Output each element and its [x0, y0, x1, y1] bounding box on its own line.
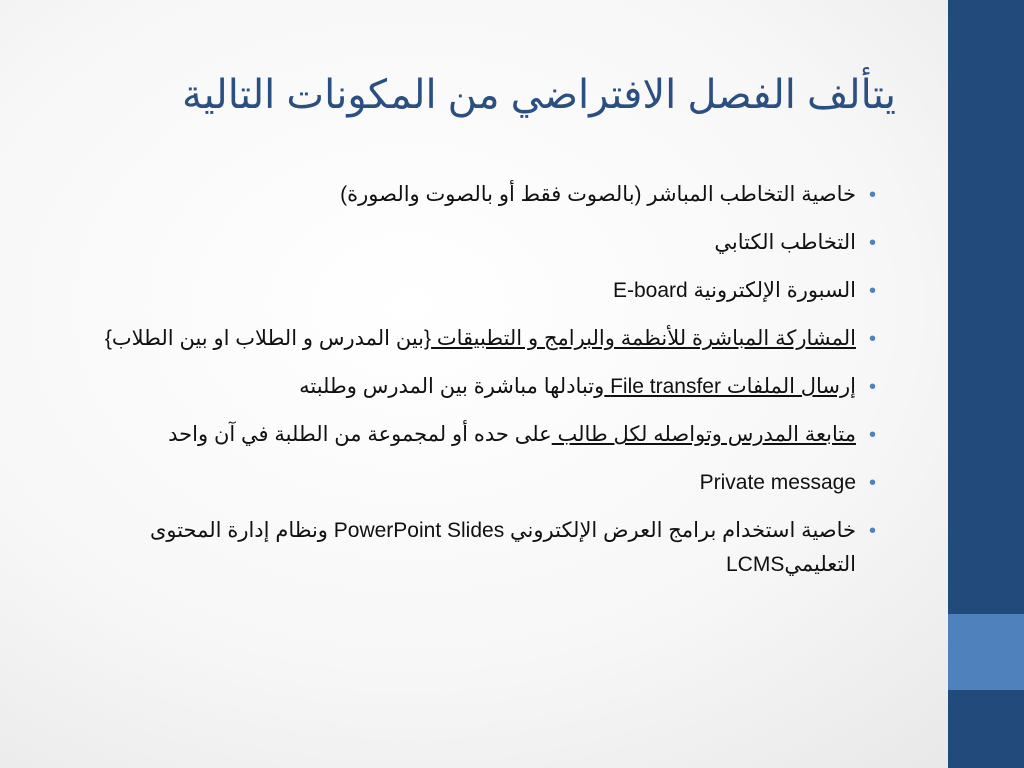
bullet-3-text-ar: السبورة الإلكترونية — [693, 279, 856, 302]
bullet-1-text: خاصية التخاطب المباشر (بالصوت فقط أو بالصوت والصورة) — [340, 183, 856, 206]
bullet-item-7 — [46, 466, 856, 500]
bullet-item-3 — [46, 274, 856, 308]
bullet-item-6 — [46, 418, 856, 452]
bullet-item-2 — [46, 226, 856, 260]
bullet-2-text: التخاطب الكتابي — [714, 231, 856, 254]
bullet-7-text: Private message — [699, 471, 856, 494]
bullet-3-text-en: E-board — [612, 279, 688, 302]
bullet-list — [46, 178, 856, 582]
bullet-item-1 — [46, 178, 856, 212]
bullet-item-5 — [46, 370, 856, 404]
bullet-6-underlined: متابعة المدرس وتواصله لكل طالب — [551, 423, 856, 446]
bullet-4-text: {بين المدرس و الطلاب او بين الطلاب} — [104, 327, 432, 350]
bullet-5-underlined: إرسال الملفات File transfer — [604, 375, 856, 398]
bullet-4-underlined: المشاركة المباشرة للأنظمة والبرامج و التطبيقات — [431, 327, 856, 350]
bullet-8-text: خاصية استخدام برامج العرض الإلكتروني PowerPoint Slides ونظام إدارة المحتوى التعليميLCMS — [149, 519, 856, 576]
bullet-item-4 — [46, 322, 856, 356]
bullet-5-text: وتبادلها مباشرة بين المدرس وطلبته — [299, 375, 605, 398]
slide-title: يتألف الفصل الافتراضي من المكونات التالية — [182, 73, 896, 117]
bullet-item-8 — [46, 514, 856, 582]
sidebar-accent-block — [948, 614, 1024, 690]
slide-content — [46, 178, 856, 596]
bullet-6-text: على حده أو لمجموعة من الطلبة في آن واحد — [168, 423, 552, 446]
